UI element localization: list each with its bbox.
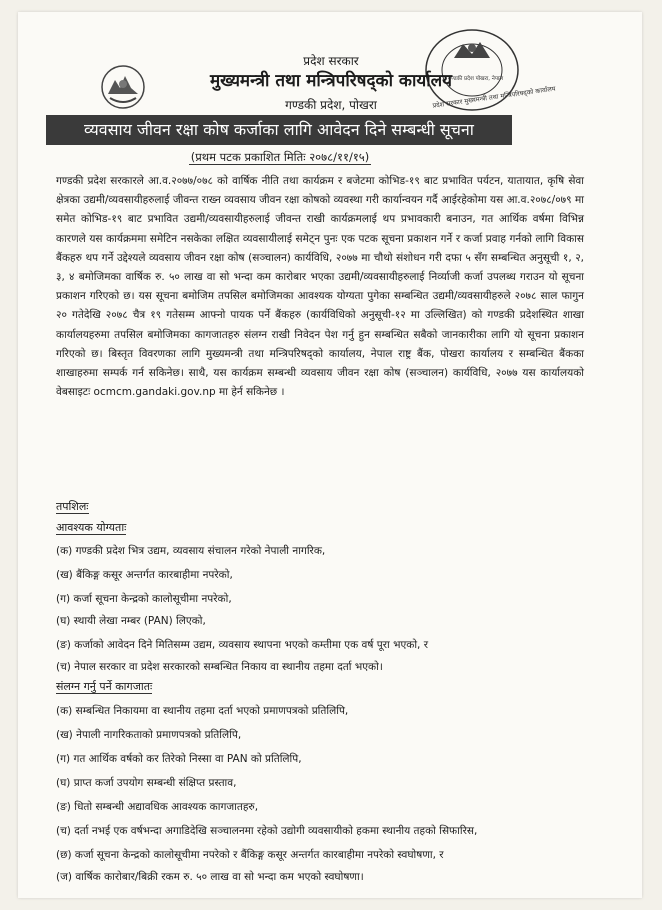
publish-date-text: (प्रथम पटक प्रकाशित मितिः २०७८/११/१५) [190, 150, 370, 164]
eligibility-item: (ङ) कर्जाको आवेदन दिने मितिसम्म उद्यम, व्यवसाय स्थापना भएको कम्तीमा एक वर्ष पूरा भएको, र [56, 639, 429, 651]
document-item: (ज) वार्षिक कारोबार/बिक्री रकम रु. ५० लाख वा सो भन्दा कम भएको स्वघोषणा। [56, 871, 364, 883]
document-item: (छ) कर्जा सूचना केन्द्रको कालोसूचीमा नपरेको र बैंकिङ्ग कसूर अन्तर्गत कारबाहीमा नपरेको स्वघोषणा, र [56, 849, 444, 861]
seal-ring-text: प्रदेश सरकार मुख्यमन्त्री तथा मन्त्रिपरिषद्को कार्यालय [432, 84, 557, 110]
document-item: (क) सम्बन्धित निकायमा वा स्थानीय तहमा दर्ता भएको प्रमाणपत्रको प्रतिलिपि, [56, 705, 349, 717]
eligibility-item: (घ) स्थायी लेखा नम्बर (PAN) लिएको, [56, 615, 206, 627]
publish-date [0, 150, 560, 165]
document-item: (च) दर्ता नभई एक वर्षभन्दा अगाडिदेखि सञ्चालनमा रहेको उद्योगी व्यवसायीको हकमा स्थानीय तहको सिफारिस, [56, 825, 478, 837]
eligibility-item: (ख) बैंकिङ्ग कसूर अन्तर्गत कारबाहीमा नपरेको, [56, 569, 233, 581]
tapsil-label [56, 499, 89, 514]
seal-center-text: गण्डकी प्रदेश पोखरा, नेपाल [448, 76, 504, 82]
documents-title [56, 679, 152, 694]
document-item: (ङ) धितो सम्बन्धी अद्यावधिक आवश्यक कागजातहरु, [56, 801, 259, 813]
tapsil-label-text: तपशिलः [56, 500, 89, 513]
eligibility-item: (क) गण्डकी प्रदेश भित्र उद्यम, व्यवसाय संचालन गरेको नेपाली नागरिक, [56, 545, 326, 557]
eligibility-title-text: आवश्यक योग्यताः [56, 521, 127, 534]
office-location: गण्डकी प्रदेश, पोखरा [285, 98, 377, 112]
notice-title: व्यवसाय जीवन रक्षा कोष कर्जाका लागि आवेदन दिने सम्बन्धी सूचना [46, 115, 512, 145]
eligibility-item: (ग) कर्जा सूचना केन्द्रको कालोसूचीमा नपरेको, [56, 593, 232, 605]
eligibility-item: (च) नेपाल सरकार वा प्रदेश सरकारको सम्बन्धित निकाय वा स्थानीय तहमा दर्ता भएको। [56, 661, 383, 673]
header-line-1: प्रदेश सरकार [303, 54, 359, 68]
documents-title-text: संलग्न गर्नु पर्ने कागजातः [56, 680, 153, 693]
document-item: (घ) प्राप्त कर्जा उपयोग सम्बन्धी संक्षिप्त प्रस्ताव, [56, 777, 237, 789]
office-title: मुख्यमन्त्री तथा मन्त्रिपरिषद्को कार्यालय [209, 71, 453, 91]
document-item: (ग) गत आर्थिक वर्षको कर तिरेको निस्सा वा PAN को प्रतिलिपि, [56, 753, 302, 765]
notice-body: गण्डकी प्रदेश सरकारले आ.व.२०७७/०७८ को वार्षिक नीति तथा कार्यक्रम र बजेटमा कोभिड-१९ बाट प्रभावित पर्यटन, यातायात, कृषि सेवा क्षेत्रका उद्यमी/व्यवसायीहरुलाई जीवन्त राख्न व्यवसाय जीवन रक्षा कोषको व्यवस्था गरी कार्यान्वयन गर्दै आईरहेकोमा यस आ.व.२०७८/०७९ मा समेत कोभिड-१९ बाट प्रभावित उद्यमी/व्यवसायीहरुलाई जीवन्त राखी कार्यक्रमलाई थप प्रभावकारी बनाउन, गत आर्थिक वर्षमा विभिन्न कारणले यस कार्यक्रममा समेटिन नसकेका लक्षित व्यवसायीलाई समेट्न पुनः एक पटक सूचना प्रकाशन गर्ने र कर्जा प्रवाह गर्नको लागि विकास बैंकहरु थप गर्ने उद्देश्यले व्यवसाय जीवन रक्षा कोष (सञ्चालन) कार्यविधि, २०७७ मा चौथो संशोधन गरी दफा ५ सँग सम्बन्धित अनुसूची १, २, ३, ४ बमोजिमका वार्षिक रु. ५० लाख वा सो भन्दा कम कारोबार भएका उद्यमी/व्यवसायीहरुलाई निर्व्याजी कर्जा उपलब्ध गराउन यो सूचना प्रकाशन गरिएको छ। यस सूचना बमोजिम तपसिल बमोजिमका आवश्यक योग्यता पुगेका सम्बन्धित उद्यमी/व्यवसायीहरुले २०७८ साल फागुन २० गतेदेखि २०७८ चैत्र १९ गतेसम्म आफ्नो पायक पर्ने बैंकहरु (कार्यविधिको अनुसूची-१२ मा उल्लिखित) को गण्डकी प्रदेशस्थित शाखा कार्यालयहरुमा तपसिल बमोजिमका कागजातहरु संलग्न राखी निवेदन पेश गर्नु हुन सम्बन्धित सबैको जानकारीका लागि यो सूचना प्रकाशन गरिएको छ। बिस्तृत विवरणका लागि मुख्यमन्त्री तथा मन्त्रिपरिषद्को कार्यालय, नेपाल राष्ट्र बैंक, पोखरा कार्यालय र सम्बन्धित बैंकका शाखाहरुमा सम्पर्क गर्न सकिनेछ। साथै, यस कार्यक्रम सम्बन्धी व्यवसाय जीवन रक्षा कोष (सञ्चालन) कार्यविधि, २०७७ यस कार्यालयको वेबसाइटः ocmcm.gandaki.gov.np मा हेर्न सकिनेछ । [56, 175, 584, 399]
document-item: (ख) नेपाली नागरिकताको प्रमाणपत्रको प्रतिलिपि, [56, 729, 242, 741]
eligibility-title [56, 520, 126, 535]
